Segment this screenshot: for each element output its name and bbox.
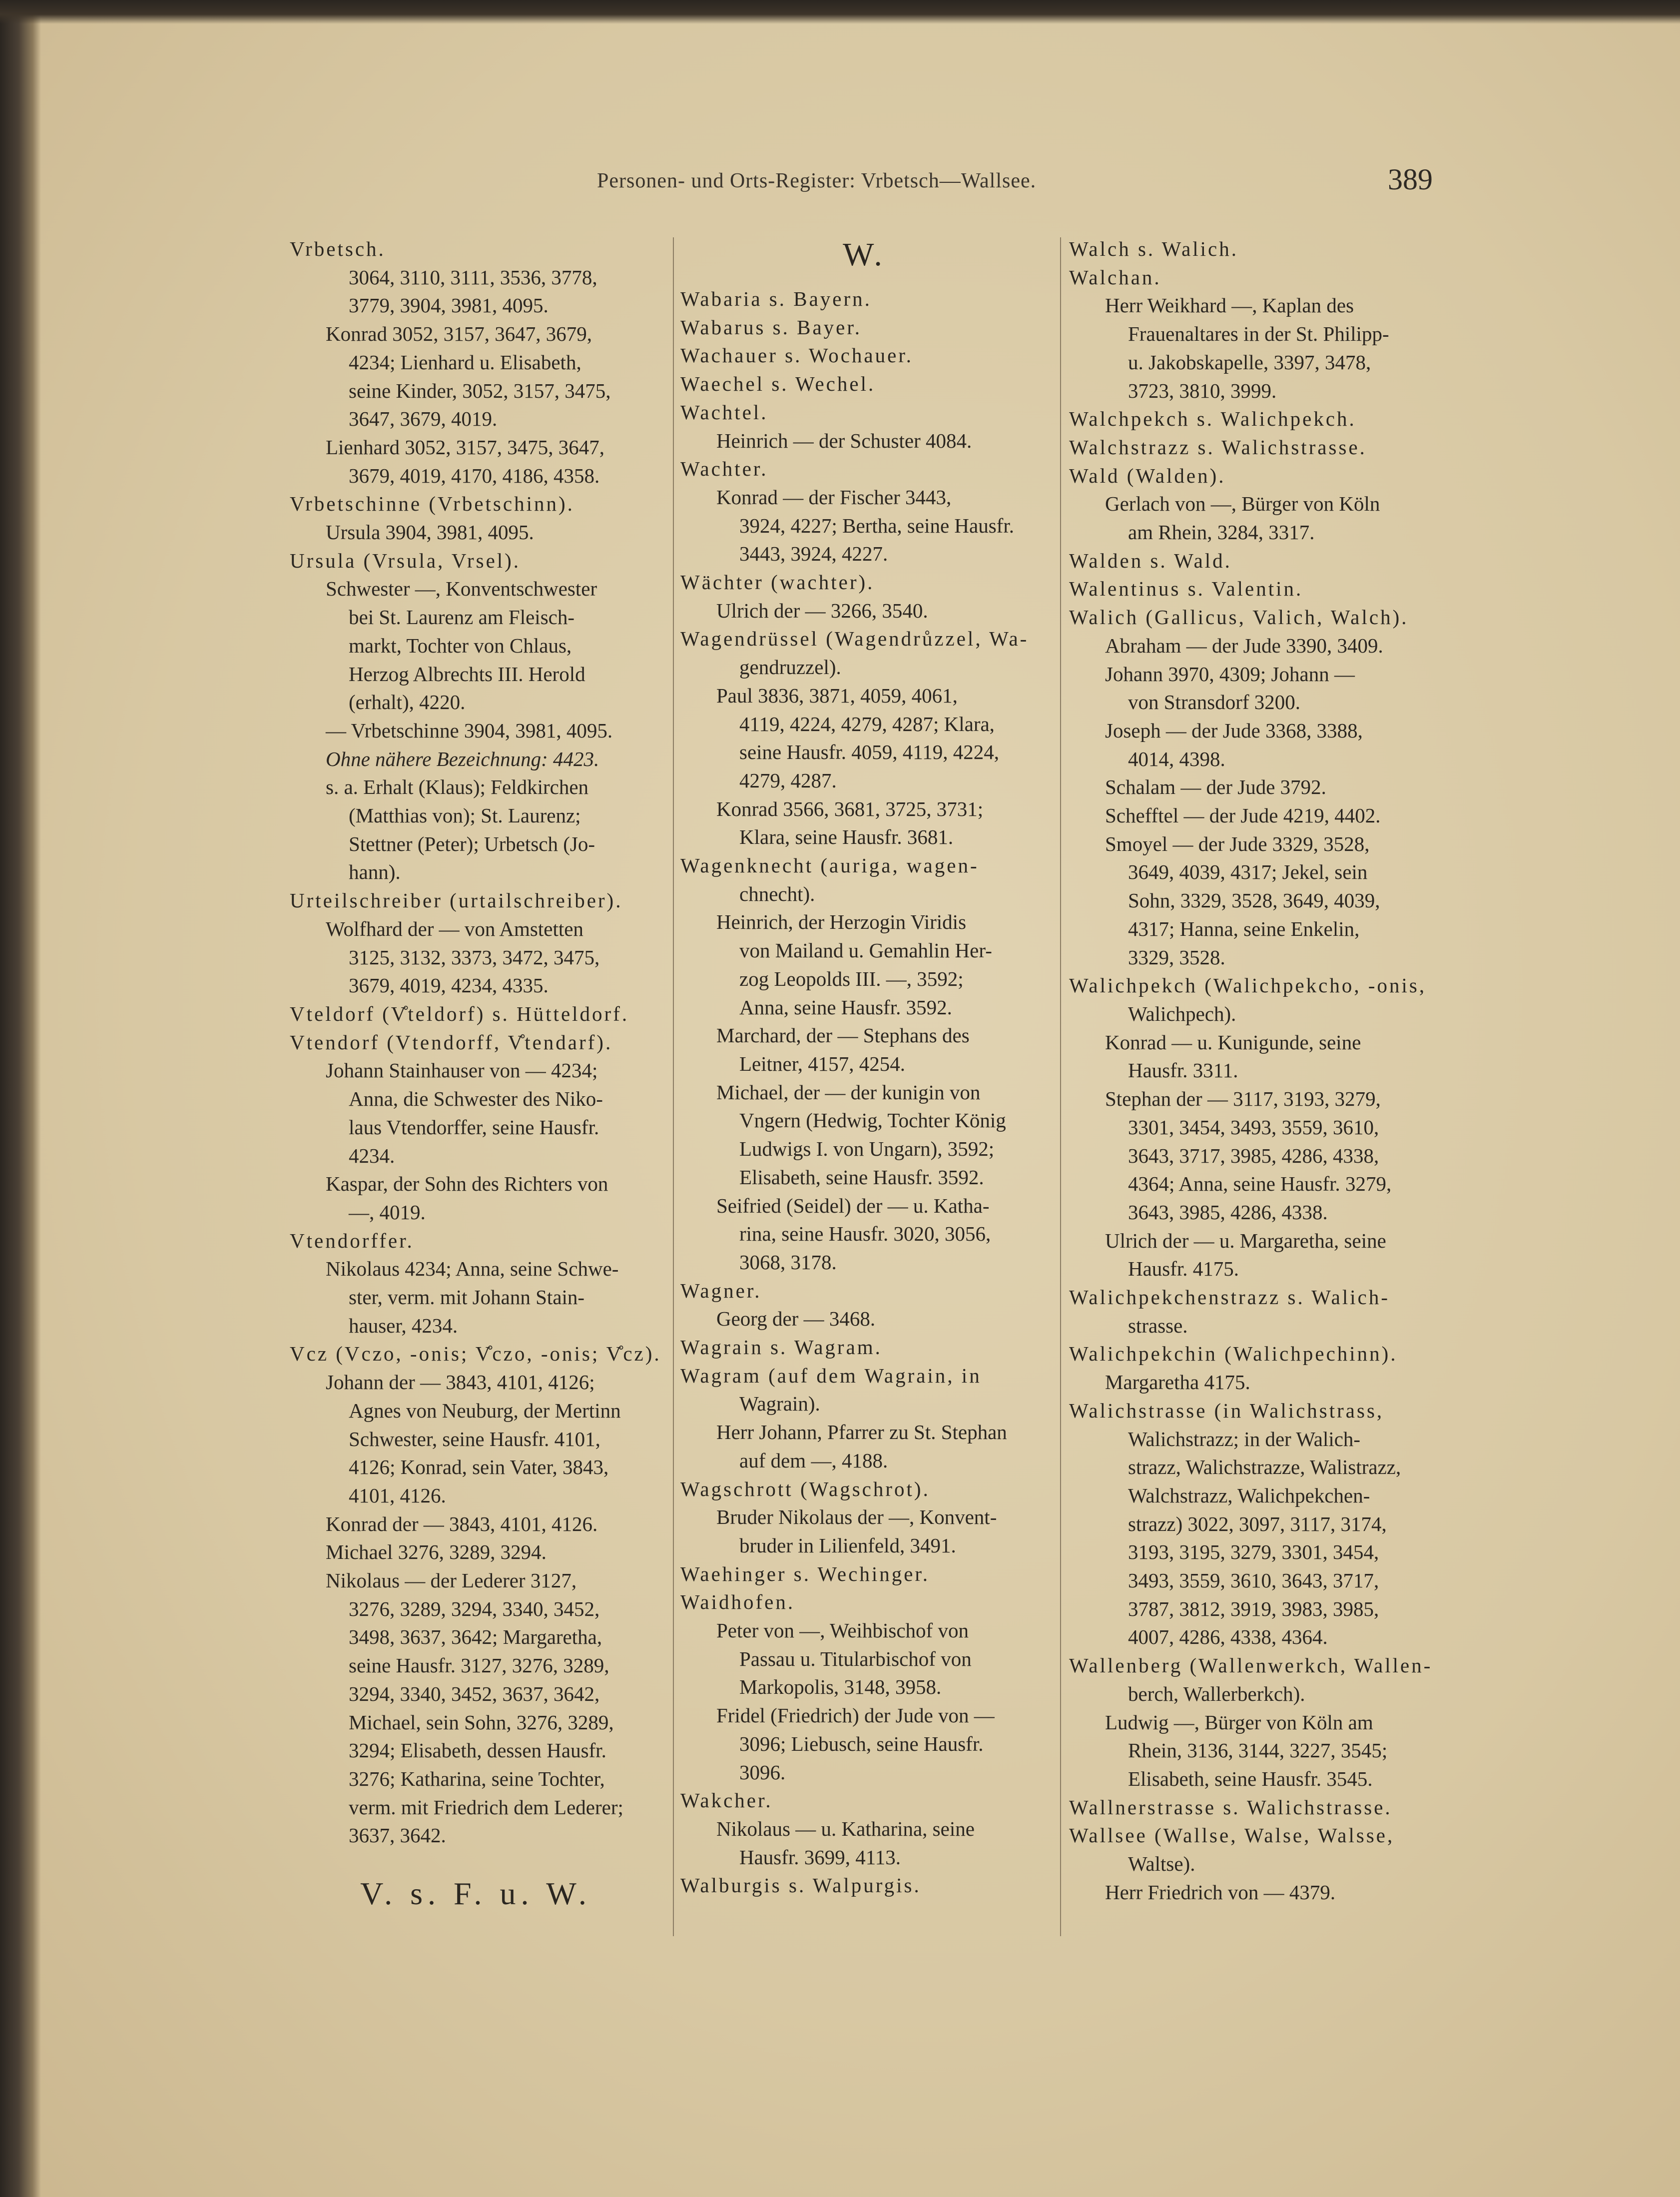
index-continuation-line: 3643, 3985, 4286, 4338. bbox=[1128, 1200, 1328, 1224]
index-headword: Urteilschreiber (urtailschreiber). bbox=[290, 889, 623, 912]
index-subentry: Konrad — der Fischer 3443, bbox=[716, 485, 952, 509]
index-subentry: Michael, der — der kunigin von bbox=[716, 1080, 981, 1104]
index-headword: Walchstrazz s. Walichstrasse. bbox=[1069, 435, 1367, 459]
index-headword: Waechel s. Wechel. bbox=[680, 372, 876, 396]
index-subentry: Michael 3276, 3289, 3294. bbox=[326, 1540, 547, 1564]
index-continuation-line: seine Kinder, 3052, 3157, 3475, bbox=[349, 379, 611, 402]
section-letter-w: W. bbox=[843, 236, 885, 273]
index-subentry: Herr Weikhard —, Kaplan des bbox=[1105, 294, 1354, 317]
index-subentry: Paul 3836, 3871, 4059, 4061, bbox=[716, 684, 958, 707]
index-continuation-line: Agnes von Neuburg, der Mertinn bbox=[349, 1399, 621, 1422]
index-continuation-line: strazz, Walichstrazze, Walistrazz, bbox=[1128, 1456, 1401, 1479]
index-continuation-line: 3329, 3528. bbox=[1128, 945, 1225, 969]
index-subentry: Fridel (Friedrich) der Jude von — bbox=[716, 1704, 995, 1727]
index-continuation-line: 3498, 3637, 3642; Margaretha, bbox=[349, 1625, 602, 1649]
index-subentry: Abraham — der Jude 3390, 3409. bbox=[1105, 634, 1383, 657]
index-subentry: Seifried (Seidel) der — u. Katha- bbox=[716, 1194, 990, 1217]
index-subentry: Ohne nähere Bezeichnung: 4423. bbox=[326, 747, 599, 770]
index-continuation-line: 4119, 4224, 4279, 4287; Klara, bbox=[739, 712, 995, 735]
index-continuation-line: 3443, 3924, 4227. bbox=[739, 542, 888, 566]
index-subentry: Johann der — 3843, 4101, 4126; bbox=[326, 1371, 595, 1394]
index-subentry: Ulrich der — u. Margaretha, seine bbox=[1105, 1229, 1386, 1252]
book-binding-edge bbox=[0, 0, 41, 2197]
index-continuation-line: Walchstrazz, Walichpekchen- bbox=[1128, 1483, 1370, 1507]
index-headword: Walch s. Walich. bbox=[1069, 237, 1239, 260]
running-head: Personen- und Orts-Register: Vrbetsch—Wallsee. bbox=[597, 169, 1037, 192]
index-subentry: Gerlach von —, Bürger von Köln bbox=[1105, 492, 1380, 516]
index-subentry: Georg der — 3468. bbox=[716, 1307, 876, 1331]
index-continuation-line: —, 4019. bbox=[349, 1200, 426, 1224]
index-continuation-line: Herzog Albrechts III. Herold bbox=[349, 662, 585, 686]
index-column-3 bbox=[1069, 235, 1441, 1906]
index-continuation-line: Walichpech). bbox=[1128, 1002, 1236, 1025]
index-continuation-line: 3679, 4019, 4234, 4335. bbox=[349, 974, 549, 997]
index-continuation-line: 4364; Anna, seine Hausfr. 3279, bbox=[1128, 1172, 1392, 1196]
index-continuation-line: 3096. bbox=[739, 1760, 786, 1784]
index-headword: Vtendorffer. bbox=[290, 1229, 414, 1252]
index-subentry: Johann 3970, 4309; Johann — bbox=[1105, 662, 1355, 686]
index-subentry: Ludwig —, Bürger von Köln am bbox=[1105, 1710, 1373, 1734]
index-headword: Waidhofen. bbox=[680, 1590, 795, 1614]
index-continuation-line: Walichstrazz; in der Walich- bbox=[1128, 1427, 1361, 1451]
index-headword: Wächter (wachter). bbox=[680, 571, 875, 594]
index-continuation-line: 3779, 3904, 3981, 4095. bbox=[349, 294, 549, 317]
index-subentry: Schalam — der Jude 3792. bbox=[1105, 775, 1326, 799]
index-continuation-line: 3924, 4227; Bertha, seine Hausfr. bbox=[739, 514, 1014, 537]
page-top-edge bbox=[0, 0, 1680, 24]
index-subentry: Margaretha 4175. bbox=[1105, 1371, 1250, 1394]
index-continuation-line: verm. mit Friedrich dem Lederer; bbox=[349, 1795, 623, 1819]
index-continuation-line: 3276; Katharina, seine Tochter, bbox=[349, 1767, 605, 1790]
index-subentry: Nikolaus 4234; Anna, seine Schwe- bbox=[326, 1257, 619, 1281]
index-continuation-line: Elisabeth, seine Hausfr. 3592. bbox=[739, 1165, 984, 1189]
index-continuation-line: laus Vtendorffer, seine Hausfr. bbox=[349, 1115, 599, 1139]
index-headword: Ursula (Vrsula, Vrsel). bbox=[290, 549, 521, 572]
index-headword: Walchpekch s. Walichpekch. bbox=[1069, 407, 1356, 431]
index-continuation-line: seine Hausfr. 4059, 4119, 4224, bbox=[739, 740, 1000, 764]
index-continuation-line: 3125, 3132, 3373, 3472, 3475, bbox=[349, 945, 600, 969]
index-headword: Wakcher. bbox=[680, 1789, 773, 1812]
index-continuation-line: berch, Wallerberkch). bbox=[1128, 1682, 1305, 1705]
index-continuation-line: 4234; Lienhard u. Elisabeth, bbox=[349, 350, 581, 374]
index-continuation-line: strasse. bbox=[1128, 1314, 1188, 1337]
index-continuation-line: 3276, 3289, 3294, 3340, 3452, bbox=[349, 1597, 600, 1620]
index-headword: Walichpekchin (Walichpechinn). bbox=[1069, 1342, 1398, 1366]
index-subentry: Stephan der — 3117, 3193, 3279, bbox=[1105, 1087, 1381, 1111]
index-subentry: Ursula 3904, 3981, 4095. bbox=[326, 521, 534, 544]
index-continuation-line: Ludwigs I. von Ungarn), 3592; bbox=[739, 1137, 995, 1161]
index-headword: Vcz (Vczo, -onis; V̊czo, -onis; V̊cz). bbox=[290, 1342, 661, 1366]
index-headword: Wabaria s. Bayern. bbox=[680, 287, 872, 310]
index-continuation-line: Hausfr. 4175. bbox=[1128, 1257, 1239, 1281]
index-subentry: Wolfhard der — von Amstetten bbox=[326, 917, 583, 940]
index-subentry: Peter von —, Weihbischof von bbox=[716, 1619, 969, 1642]
index-continuation-line: hauser, 4234. bbox=[349, 1314, 458, 1337]
index-column-2 bbox=[680, 235, 1048, 1900]
index-subentry: — Vrbetschinne 3904, 3981, 4095. bbox=[326, 719, 613, 742]
index-headword: Wabarus s. Bayer. bbox=[680, 315, 862, 339]
index-continuation-line: am Rhein, 3284, 3317. bbox=[1128, 521, 1315, 544]
index-headword: Wachtel. bbox=[680, 400, 768, 424]
index-continuation-line: Stettner (Peter); Urbetsch (Jo- bbox=[349, 832, 595, 855]
index-continuation-line: von Stransdorf 3200. bbox=[1128, 691, 1301, 714]
index-continuation-line: Anna, seine Hausfr. 3592. bbox=[739, 995, 952, 1019]
index-subentry: Schwester —, Konventschwester bbox=[326, 577, 597, 601]
index-continuation-line: Rhein, 3136, 3144, 3227, 3545; bbox=[1128, 1739, 1388, 1762]
index-subentry: Kaspar, der Sohn des Richters von bbox=[326, 1172, 608, 1196]
index-continuation-line: 3294, 3340, 3452, 3637, 3642, bbox=[349, 1682, 600, 1705]
index-continuation-line: 3643, 3717, 3985, 4286, 4338, bbox=[1128, 1144, 1379, 1167]
index-subentry: Herr Johann, Pfarrer zu St. Stephan bbox=[716, 1421, 1007, 1444]
index-headword: Walchan. bbox=[1069, 265, 1161, 289]
index-continuation-line: 3787, 3812, 3919, 3983, 3985, bbox=[1128, 1597, 1379, 1620]
index-headword: Wagner. bbox=[680, 1279, 762, 1302]
index-headword: Wachauer s. Wochauer. bbox=[680, 344, 913, 367]
index-continuation-line: bei St. Laurenz am Fleisch- bbox=[349, 606, 575, 629]
column-rule-right bbox=[1060, 237, 1061, 1936]
index-continuation-line: 3301, 3454, 3493, 3559, 3610, bbox=[1128, 1115, 1379, 1139]
column-rule-left bbox=[673, 237, 674, 1936]
index-subentry: Konrad 3566, 3681, 3725, 3731; bbox=[716, 797, 984, 820]
index-continuation-line: auf dem —, 4188. bbox=[739, 1449, 888, 1472]
column-1-entries bbox=[290, 235, 662, 1850]
index-headword: Wagenknecht (auriga, wagen- bbox=[680, 854, 979, 877]
index-continuation-line: 4007, 4286, 4338, 4364. bbox=[1128, 1625, 1328, 1649]
index-continuation-line: 3679, 4019, 4170, 4186, 4358. bbox=[349, 464, 600, 487]
index-headword: Vrbetsch. bbox=[290, 237, 386, 260]
index-continuation-line: gendruzzel). bbox=[739, 656, 841, 679]
page-number: 389 bbox=[1388, 163, 1433, 196]
index-continuation-line: Sohn, 3329, 3528, 3649, 4039, bbox=[1128, 889, 1380, 912]
index-continuation-line: 4234. bbox=[349, 1144, 395, 1167]
index-continuation-line: Leitner, 4157, 4254. bbox=[739, 1052, 905, 1075]
index-continuation-line: 4101, 4126. bbox=[349, 1483, 446, 1507]
index-continuation-line: 4014, 4398. bbox=[1128, 747, 1225, 770]
index-subentry: Marchard, der — Stephans des bbox=[716, 1024, 970, 1047]
index-continuation-line: Passau u. Titularbischof von bbox=[739, 1647, 972, 1670]
index-subentry: Smoyel — der Jude 3329, 3528, bbox=[1105, 832, 1370, 855]
index-continuation-line: Vngern (Hedwig, Tochter König bbox=[739, 1109, 1006, 1132]
index-continuation-line: strazz) 3022, 3097, 3117, 3174, bbox=[1128, 1512, 1387, 1535]
index-headword: Wachter. bbox=[680, 457, 768, 481]
index-headword: Wallenberg (Wallenwerkch, Wallen- bbox=[1069, 1654, 1433, 1677]
cross-reference-v: V. s. F. u. W. bbox=[360, 1876, 591, 1912]
index-headword: Walichstrasse (in Walichstrass, bbox=[1069, 1399, 1384, 1422]
index-headword: Walburgis s. Walpurgis. bbox=[680, 1874, 921, 1897]
index-subentry: Konrad — u. Kunigunde, seine bbox=[1105, 1030, 1361, 1054]
index-continuation-line: Frauenaltares in der St. Philipp- bbox=[1128, 322, 1389, 346]
index-continuation-line: von Mailand u. Gemahlin Her- bbox=[739, 939, 992, 962]
index-headword: Walentinus s. Valentin. bbox=[1069, 577, 1303, 601]
index-headword: Vtendorf (Vtendorff, V̊tendarf). bbox=[290, 1030, 613, 1054]
index-continuation-line: Elisabeth, seine Hausfr. 3545. bbox=[1128, 1767, 1373, 1790]
index-continuation-line: 3193, 3195, 3279, 3301, 3454, bbox=[1128, 1540, 1379, 1564]
index-continuation-line: 4126; Konrad, sein Vater, 3843, bbox=[349, 1456, 609, 1479]
index-continuation-line: Waltse). bbox=[1128, 1852, 1195, 1876]
index-continuation-line: markt, Tochter von Chlaus, bbox=[349, 634, 572, 657]
index-continuation-line: 4317; Hanna, seine Enkelin, bbox=[1128, 917, 1360, 940]
index-continuation-line: (erhalt), 4220. bbox=[349, 691, 466, 714]
index-headword: Wallsee (Wallse, Walse, Walsse, bbox=[1069, 1824, 1395, 1847]
index-continuation-line: ster, verm. mit Johann Stain- bbox=[349, 1286, 585, 1309]
index-continuation-line: Markopolis, 3148, 3958. bbox=[739, 1675, 942, 1699]
index-continuation-line: 3649, 4039, 4317; Jekel, sein bbox=[1128, 860, 1368, 884]
index-headword: Walich (Gallicus, Valich, Walch). bbox=[1069, 606, 1409, 629]
index-continuation-line: Hausfr. 3311. bbox=[1128, 1059, 1238, 1082]
index-continuation-line: Michael, sein Sohn, 3276, 3289, bbox=[349, 1710, 614, 1734]
index-continuation-line: Klara, seine Hausfr. 3681. bbox=[739, 825, 954, 849]
index-headword: Wallnerstrasse s. Walichstrasse. bbox=[1069, 1795, 1392, 1819]
index-continuation-line: hann). bbox=[349, 860, 401, 884]
index-continuation-line: 3068, 3178. bbox=[739, 1250, 837, 1274]
index-continuation-line: Anna, die Schwester des Niko- bbox=[349, 1087, 603, 1111]
index-continuation-line: u. Jakobskapelle, 3397, 3478, bbox=[1128, 350, 1371, 374]
index-continuation-line: seine Hausfr. 3127, 3276, 3289, bbox=[349, 1654, 609, 1677]
index-continuation-line: Wagrain). bbox=[739, 1392, 820, 1416]
index-continuation-line: 3723, 3810, 3999. bbox=[1128, 379, 1277, 402]
index-headword: Wagendrüssel (Wagendrůzzel, Wa- bbox=[680, 627, 1029, 651]
index-headword: Waehinger s. Wechinger. bbox=[680, 1562, 930, 1585]
index-subentry: Herr Friedrich von — 4379. bbox=[1105, 1880, 1336, 1904]
index-subentry: Lienhard 3052, 3157, 3475, 3647, bbox=[326, 435, 604, 459]
index-subentry: Heinrich — der Schuster 4084. bbox=[716, 429, 972, 452]
index-headword: Wald (Walden). bbox=[1069, 464, 1226, 487]
index-continuation-line: 3096; Liebusch, seine Hausfr. bbox=[739, 1732, 984, 1755]
index-headword: Walden s. Wald. bbox=[1069, 549, 1232, 572]
column-3-entries bbox=[1069, 235, 1441, 1906]
index-headword: Walichpekchenstrazz s. Walich- bbox=[1069, 1286, 1390, 1309]
index-continuation-line: 3493, 3559, 3610, 3643, 3717, bbox=[1128, 1569, 1379, 1592]
index-subentry: Ulrich der — 3266, 3540. bbox=[716, 599, 928, 622]
index-column-1 bbox=[290, 235, 662, 1918]
index-continuation-line: 3064, 3110, 3111, 3536, 3778, bbox=[349, 265, 597, 289]
index-continuation-line: bruder in Lilienfeld, 3491. bbox=[739, 1533, 956, 1557]
index-headword: Wagschrott (Wagschrot). bbox=[680, 1477, 930, 1500]
index-headword: Vteldorf (V̊teldorf) s. Hütteldorf. bbox=[290, 1002, 629, 1025]
index-subentry: Heinrich, der Herzogin Viridis bbox=[716, 910, 967, 934]
index-continuation-line: zog Leopolds III. —, 3592; bbox=[739, 967, 964, 990]
index-continuation-line: Hausfr. 3699, 4113. bbox=[739, 1845, 901, 1869]
index-headword: Wagram (auf dem Wagrain, in bbox=[680, 1364, 982, 1387]
index-subentry: Joseph — der Jude 3368, 3388, bbox=[1105, 719, 1363, 742]
index-continuation-line: rina, seine Hausfr. 3020, 3056, bbox=[739, 1222, 991, 1246]
index-subentry: Bruder Nikolaus der —, Konvent- bbox=[716, 1505, 997, 1529]
index-subentry: Johann Stainhauser von — 4234; bbox=[326, 1059, 598, 1082]
index-subentry: Konrad der — 3843, 4101, 4126. bbox=[326, 1512, 598, 1535]
index-continuation-line: chnecht). bbox=[739, 882, 815, 905]
index-continuation-line: 3294; Elisabeth, dessen Hausfr. bbox=[349, 1739, 606, 1762]
index-headword: Wagrain s. Wagram. bbox=[680, 1336, 882, 1359]
index-continuation-line: 3647, 3679, 4019. bbox=[349, 407, 498, 431]
index-subentry: Nikolaus — u. Katharina, seine bbox=[716, 1817, 975, 1840]
column-2-entries bbox=[680, 285, 1048, 1900]
index-continuation-line: Schwester, seine Hausfr. 4101, bbox=[349, 1427, 600, 1451]
index-subentry: Schefftel — der Jude 4219, 4402. bbox=[1105, 804, 1381, 827]
index-continuation-line: 4279, 4287. bbox=[739, 768, 837, 792]
index-continuation-line: 3637, 3642. bbox=[349, 1824, 446, 1847]
index-headword: Walichpekch (Walichpekcho, -onis, bbox=[1069, 974, 1427, 997]
index-continuation-line: (Matthias von); St. Laurenz; bbox=[349, 804, 581, 827]
index-subentry: s. a. Erhalt (Klaus); Feldkirchen bbox=[326, 775, 589, 799]
index-subentry: Nikolaus — der Lederer 3127, bbox=[326, 1569, 577, 1592]
index-subentry: Konrad 3052, 3157, 3647, 3679, bbox=[326, 322, 592, 346]
index-headword: Vrbetschinne (Vrbetschinn). bbox=[290, 492, 574, 516]
